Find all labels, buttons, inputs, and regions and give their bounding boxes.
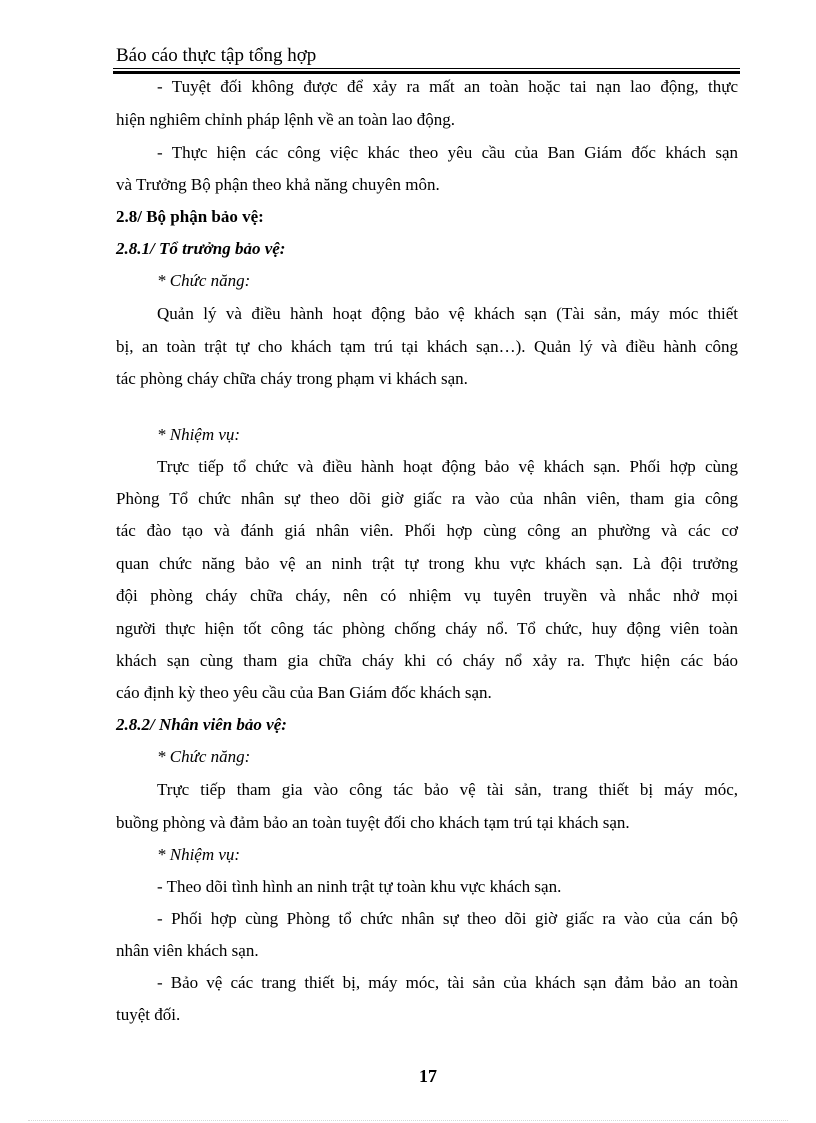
- subsection-heading: 2.8.2/ Nhân viên bảo vệ:: [116, 715, 287, 734]
- body-line: nhân viên khách sạn.: [116, 941, 259, 960]
- body-line: khách sạn cùng tham gia chữa cháy khi có cháy nổ xảy ra. Thực hiện các báo: [116, 651, 738, 670]
- header-rule-thin: [113, 68, 740, 69]
- body-line: bị, an toàn trật tự cho khách tạm trú tại khách sạn…). Quản lý và điều hành công: [116, 337, 738, 356]
- body-line: buồng phòng và đảm bảo an toàn tuyệt đối cho khách tạm trú tại khách sạn.: [116, 813, 630, 832]
- body-line: tuyệt đối.: [116, 1005, 181, 1024]
- subsection-heading: 2.8.1/ Tổ trưởng bảo vệ:: [116, 239, 286, 258]
- body-line: - Theo dõi tình hình an ninh trật tự toàn khu vực khách sạn.: [157, 877, 562, 896]
- duty-label: * Nhiệm vụ:: [157, 845, 241, 864]
- body-line: tác đào tạo và đánh giá nhân viên. Phối hợp cùng công an phường và các cơ: [116, 521, 738, 540]
- body-line: cáo định kỳ theo yêu cầu của Ban Giám đốc khách sạn.: [116, 683, 492, 702]
- body-line: Trực tiếp tổ chức và điều hành hoạt động bảo vệ khách sạn. Phối hợp cùng: [157, 457, 738, 476]
- body-line: Phòng Tổ chức nhân sự theo dõi giờ giấc ra vào của nhân viên, tham gia công: [116, 489, 738, 508]
- body-line: Trực tiếp tham gia vào công tác bảo vệ tài sản, trang thiết bị máy móc,: [157, 780, 738, 799]
- header-rule-thick: [113, 71, 740, 74]
- body-line: tác phòng cháy chữa cháy trong phạm vi khách sạn.: [116, 369, 468, 388]
- section-heading: 2.8/ Bộ phận bảo vệ:: [116, 207, 264, 226]
- body-line: Quản lý và điều hành hoạt động bảo vệ khách sạn (Tài sản, máy móc thiết: [157, 304, 738, 323]
- body-line: hiện nghiêm chỉnh pháp lệnh về an toàn lao động.: [116, 110, 455, 129]
- body-line: người thực hiện tốt công tác phòng chống cháy nổ. Tổ chức, huy động viên toàn: [116, 619, 738, 638]
- body-line: - Bảo vệ các trang thiết bị, máy móc, tài sản của khách sạn đảm bảo an toàn: [157, 973, 738, 992]
- footer-dotted-line: [28, 1120, 788, 1121]
- body-line: - Phối hợp cùng Phòng tổ chức nhân sự theo dõi giờ giấc ra vào của cán bộ: [157, 909, 738, 928]
- body-line: và Trưởng Bộ phận theo khả năng chuyên môn.: [116, 175, 440, 194]
- duty-label: * Nhiệm vụ:: [157, 425, 241, 444]
- body-line: - Thực hiện các công việc khác theo yêu cầu của Ban Giám đốc khách sạn: [157, 143, 738, 162]
- body-line: - Tuyệt đối không được để xảy ra mất an toàn hoặc tai nạn lao động, thực: [157, 77, 738, 96]
- function-label: * Chức năng:: [157, 747, 251, 766]
- running-header-title: Báo cáo thực tập tổng hợp: [116, 45, 317, 66]
- body-line: quan chức năng bảo vệ an ninh trật tự trong khu vực khách sạn. Là đội trưởng: [116, 554, 738, 573]
- page-number: 17: [419, 1066, 437, 1086]
- body-line: đội phòng cháy chữa cháy, nên có nhiệm vụ tuyên truyền và nhắc nhở mọi: [116, 586, 738, 605]
- function-label: * Chức năng:: [157, 271, 251, 290]
